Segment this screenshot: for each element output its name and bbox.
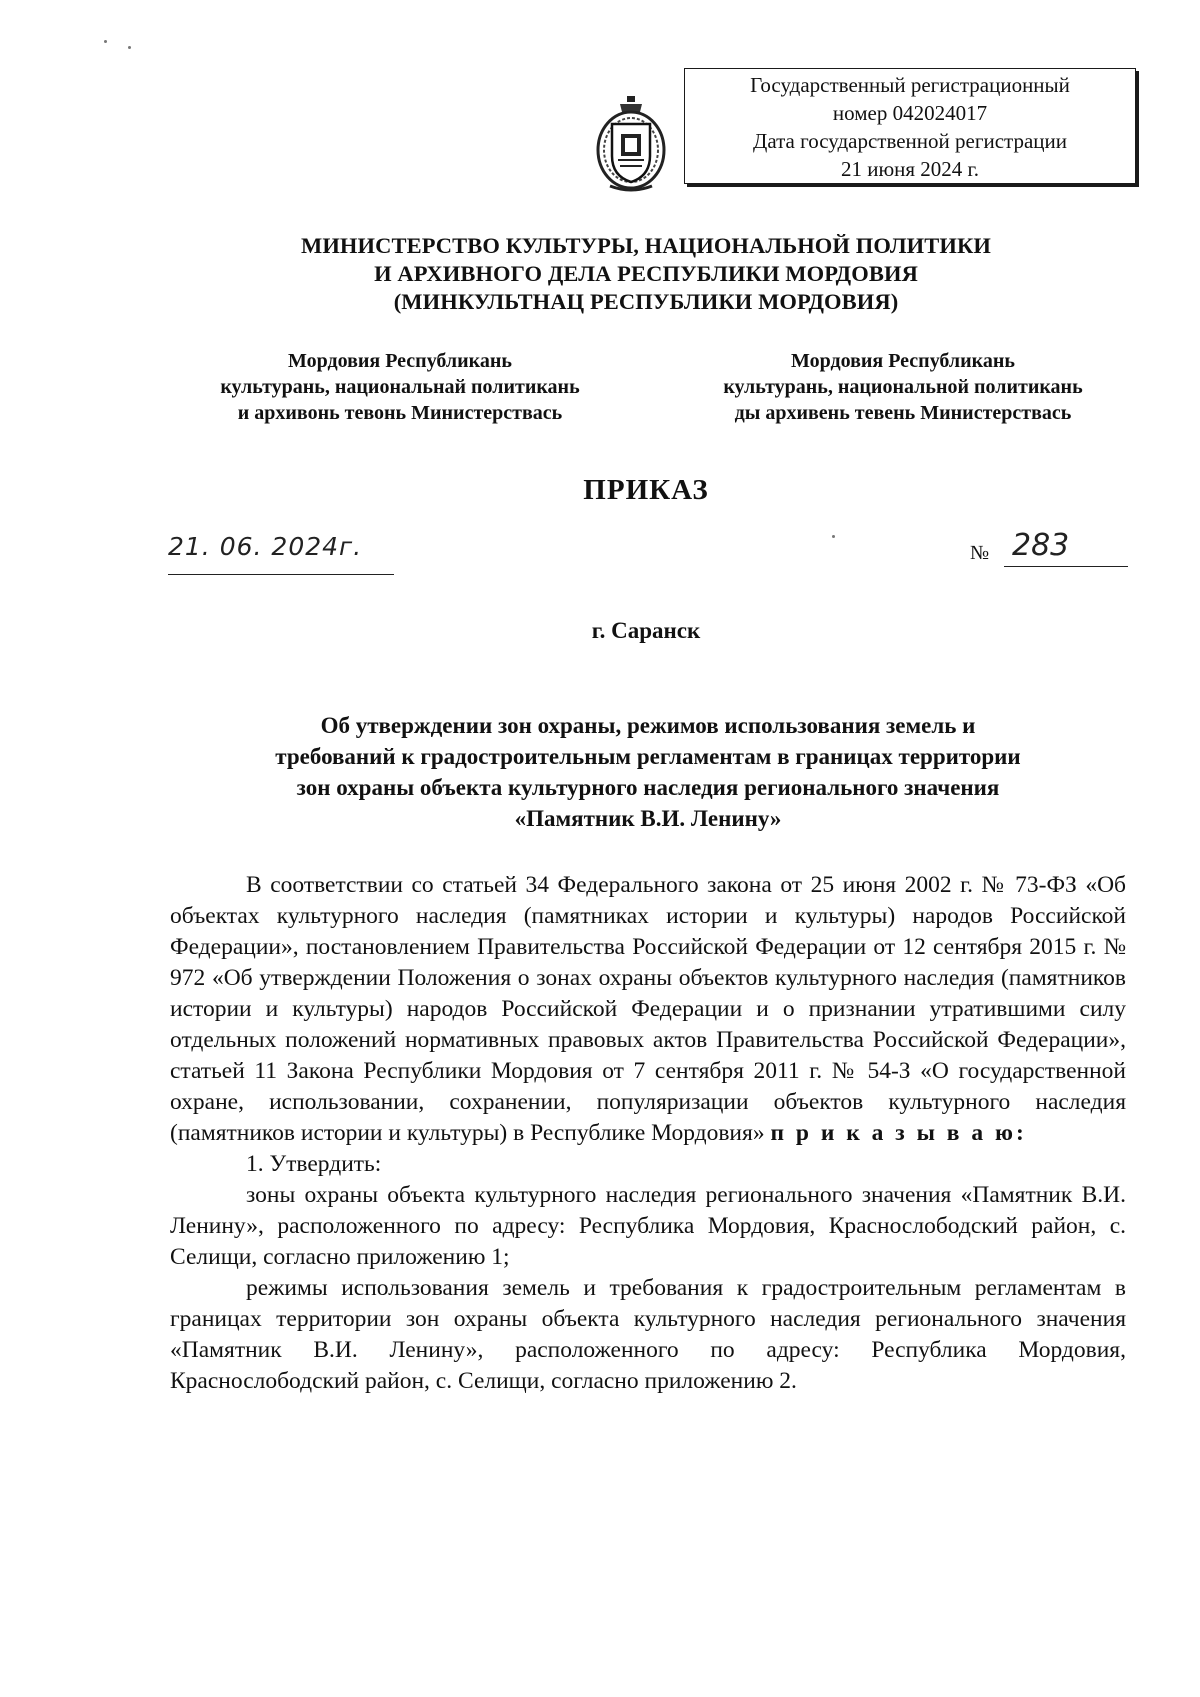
order-number-field (970, 528, 1130, 572)
order-number-handwritten: 283 (1012, 528, 1070, 563)
number-sign: № (970, 542, 990, 564)
subject-line-2: требований к градостроительным регламентам в границах территории (275, 744, 1021, 769)
ministry-line-3: (МИНКУЛЬТНАЦ РЕСПУБЛИКИ МОРДОВИЯ) (393, 289, 899, 314)
erzya-line-1: Мордовия Республикань (790, 350, 1015, 372)
registration-date: 21 июня 2024 г. (840, 157, 980, 181)
registration-line-1: Государственный регистрационный (750, 73, 1070, 97)
ministry-name-moksha (170, 348, 630, 426)
coat-of-arms-emblem (592, 94, 670, 196)
ministry-line-1: МИНИСТЕРСТВО КУЛЬТУРЫ, НАЦИОНАЛЬНОЙ ПОЛИТИКИ (300, 233, 992, 258)
preamble-paragraph (170, 870, 1126, 1149)
city-name: г. Саранск (591, 618, 701, 643)
ministry-line-2: И АРХИВНОГО ДЕЛА РЕСПУБЛИКИ МОРДОВИЯ (374, 261, 918, 286)
order-word: п р и к а з ы в а ю: (770, 1120, 1027, 1146)
erzya-line-2: культурань, национальной политикань (723, 376, 1083, 398)
scan-speck (832, 535, 835, 538)
scan-speck (128, 46, 131, 49)
number-underline (1004, 566, 1128, 567)
scan-speck (104, 40, 107, 43)
registration-number: номер 042024017 (832, 101, 988, 125)
ministry-header (0, 232, 1200, 316)
order-date-handwritten: 21. 06. 2024г. (168, 532, 394, 575)
order-title: ПРИКАЗ (583, 474, 709, 506)
ministry-name-erzya (670, 348, 1136, 426)
registration-stamp (684, 68, 1136, 184)
item-1-a: зоны охраны объекта культурного наследия регионального значения «Памятник В.И. Ленину», расположенного по адресу: Республика Мордовия, Краснослободский район, с. Селищи, согласно приложению 1; (170, 1182, 1126, 1270)
order-body (170, 870, 1126, 1397)
preamble-text: В соответствии со статьей 34 Федерального закона от 25 июня 2002 г. № 73-ФЗ «Об объектах культурного наследия (памятниках истории и культуры) народов Российской Федерации», постановлением Правительства Российской Федерации от 12 сентября 2015 г. № 972 «Об утверждении Положения о зонах охраны объектов культурного наследия (памятников истории и культуры) народов Российской Федерации и о признании утратившими силу отдельных положений нормативных правовых актов Правительства Российской Федерации», статьей 11 Закона Республики Мордовия от 7 сентября 2011 г. № 54-З «О государственной охране, использовании, сохранении, популяризации объектов культурного наследия (памятников истории и культуры) в Республике Мордовия» (170, 872, 1126, 1146)
subject-line-4: «Памятник В.И. Ленину» (514, 806, 782, 831)
moksha-line-1: Мордовия Республикань (287, 350, 512, 372)
order-subject (170, 710, 1126, 834)
subject-line-1: Об утверждении зон охраны, режимов использования земель и (320, 713, 976, 738)
subject-line-3: зон охраны объекта культурного наследия регионального значения (296, 775, 1000, 800)
erzya-line-3: ды архивень тевень Министерствась (734, 402, 1072, 424)
registration-line-3: Дата государственной регистрации (753, 129, 1067, 153)
item-1-b: режимы использования земель и требования к градостроительным регламентам в границах территории зон охраны объекта культурного наследия регионального значения «Памятник В.И. Ленину», расположенного по адресу: Республика Мордовия, Краснослободский район, с. Селищи, согласно приложению 2. (170, 1275, 1126, 1394)
moksha-line-2: культурань, национальнай политикань (220, 376, 580, 398)
moksha-line-3: и архивонь тевонь Министерствась (237, 402, 563, 424)
item-1: 1. Утвердить: (246, 1151, 382, 1177)
